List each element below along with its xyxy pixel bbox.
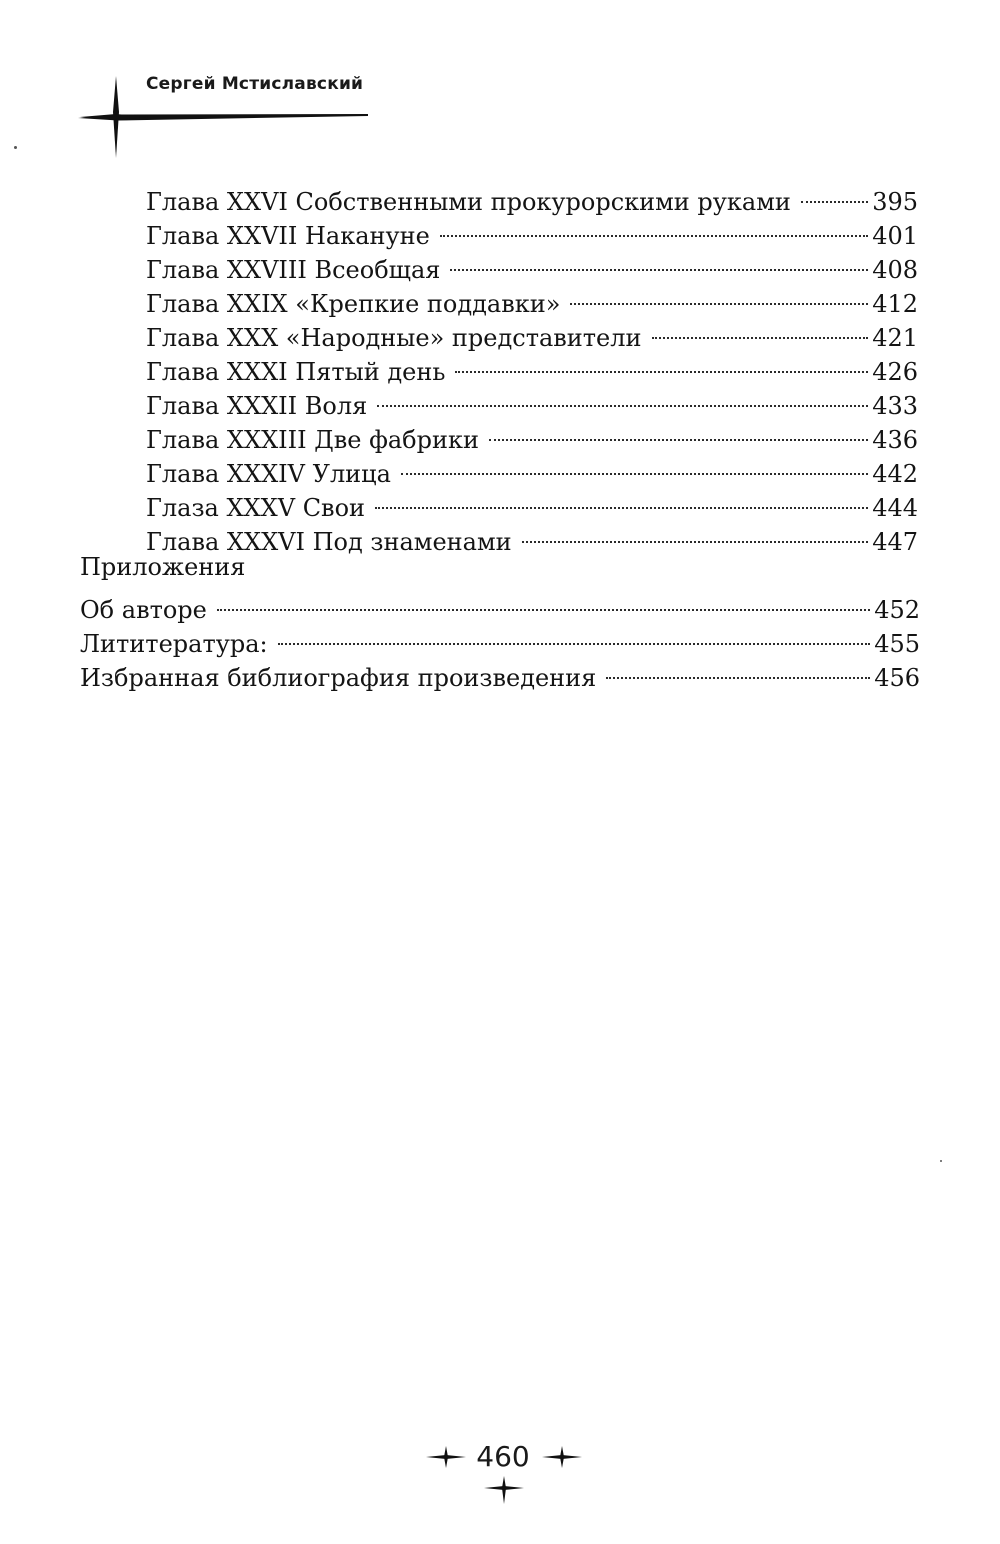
toc-entry[interactable] xyxy=(80,584,920,624)
toc-entry[interactable] xyxy=(146,482,918,522)
toc-leader-dots xyxy=(801,176,870,210)
toc-entry[interactable] xyxy=(146,380,918,420)
toc-entry[interactable] xyxy=(146,346,918,386)
toc-entry[interactable] xyxy=(146,448,918,488)
toc-entry-title: Глава XXVI Собственными прокурорскими руками xyxy=(146,188,791,216)
toc-entry-title: Глава XXXI Пятый день xyxy=(146,358,446,386)
toc-entry-title: Об авторе xyxy=(80,596,207,624)
toc-entry-title: Глава XXX «Народные» представители xyxy=(146,324,642,352)
toc-entry[interactable] xyxy=(146,278,918,318)
toc-entry[interactable] xyxy=(146,312,918,352)
appendix-heading-text: Приложения xyxy=(80,553,246,581)
toc-entry-page: 412 xyxy=(872,290,918,318)
toc-entry-page: 447 xyxy=(872,528,918,556)
toc-entry[interactable] xyxy=(80,652,920,692)
toc-entry[interactable] xyxy=(80,618,920,658)
toc-leader-dots xyxy=(217,584,872,618)
toc-entry-title: Глава XXVII Накануне xyxy=(146,222,430,250)
toc-entry-title: Глава XXXII Воля xyxy=(146,392,368,420)
toc-entry-title: Глава XXIX «Крепкие поддавки» xyxy=(146,290,561,318)
toc-entry-page: 426 xyxy=(872,358,918,386)
toc-entry-title: Глава XXXIII Две фабрики xyxy=(146,426,479,454)
toc-leader-dots xyxy=(489,414,870,448)
toc-leader-dots xyxy=(450,244,870,278)
toc-entry-page: 408 xyxy=(872,256,918,284)
toc-entry-page: 452 xyxy=(874,596,920,624)
toc-leader-dots xyxy=(375,482,870,516)
scan-speck xyxy=(940,1160,942,1162)
toc-entry-page: 401 xyxy=(872,222,918,250)
toc-leader-dots xyxy=(522,516,871,550)
page-number: 460 xyxy=(476,1440,530,1473)
toc-entry-title: Глаза XXXV Свои xyxy=(146,494,366,522)
toc-entry-title: Лититература: xyxy=(80,630,268,658)
toc-leader-dots xyxy=(570,278,870,312)
toc-leader-dots xyxy=(652,312,871,346)
running-header-author: Сергей Мстиславский xyxy=(146,74,364,94)
toc-entry-title: Глава XXXIV Улица xyxy=(146,460,391,488)
toc-entry-page: 395 xyxy=(872,188,918,216)
toc-entry[interactable] xyxy=(146,414,918,454)
toc-leader-dots xyxy=(278,618,873,652)
toc-entry-title: Глава XXVIII Всеобщая xyxy=(146,256,441,284)
toc-entry-page: 421 xyxy=(872,324,918,352)
scan-speck xyxy=(14,146,17,149)
toc-entry[interactable] xyxy=(146,210,918,250)
toc-entry[interactable] xyxy=(146,176,918,216)
toc-entry-page: 442 xyxy=(872,460,918,488)
toc-entry-page: 433 xyxy=(872,392,918,420)
toc-entry-title: Глава XXXVI Под знаменами xyxy=(146,528,512,556)
toc-entry-title: Избранная библиография произведения xyxy=(80,664,597,692)
toc-leader-dots xyxy=(606,652,872,686)
toc-leader-dots xyxy=(377,380,870,414)
toc-entry-page: 436 xyxy=(872,426,918,454)
toc-entry[interactable] xyxy=(146,244,918,284)
toc-entry[interactable] xyxy=(146,516,918,556)
toc-leader-dots xyxy=(455,346,870,380)
toc-leader-dots xyxy=(401,448,870,482)
appendix-heading xyxy=(80,550,920,584)
toc-leader-dots xyxy=(440,210,870,244)
toc-entry-page: 444 xyxy=(872,494,918,522)
toc-entry-page: 455 xyxy=(874,630,920,658)
toc-entry-page: 456 xyxy=(874,664,920,692)
